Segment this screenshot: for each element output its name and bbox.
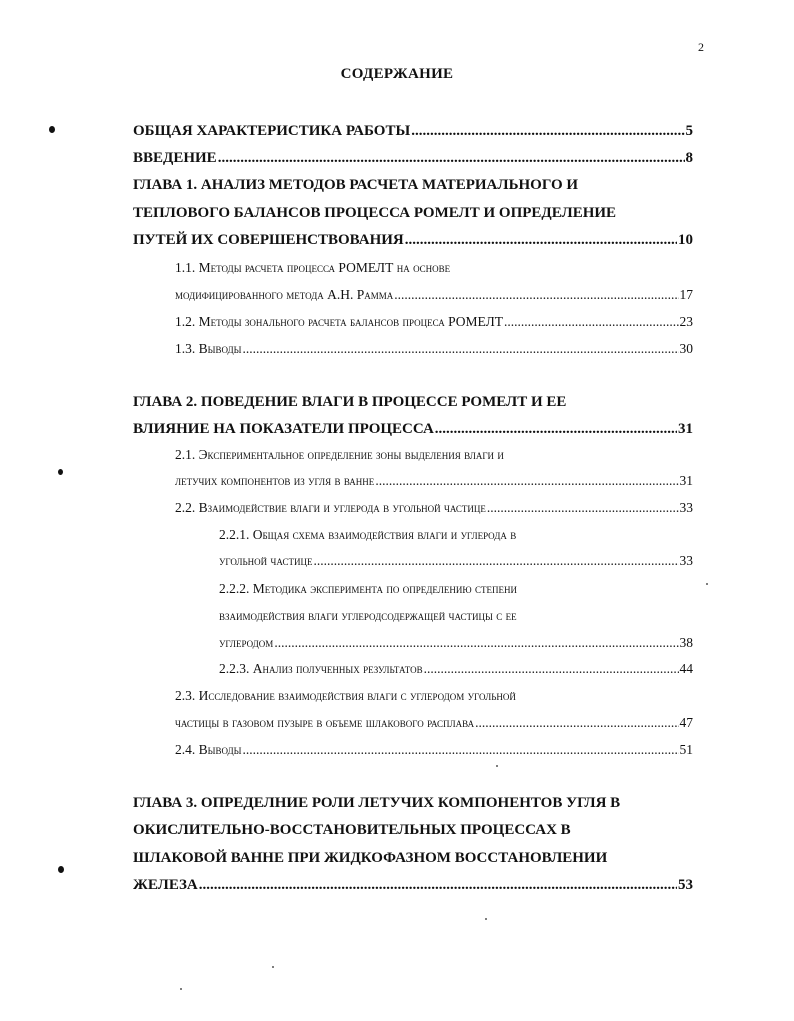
- toc-entry-text: 2.1. Экспериментальное определение зоны выделения влаги и: [175, 447, 504, 462]
- toc-section-2-3-line1: [175, 688, 516, 704]
- toc-page-number: 47: [679, 715, 693, 730]
- toc-entry-text: модифицированного метода А.Н. Рамма: [175, 287, 394, 302]
- toc-entry-general: [133, 123, 693, 140]
- toc-page-number: 5: [685, 123, 693, 139]
- toc-entry-text: взаимодействия влаги углеродсодержащей частицы с ее: [219, 608, 517, 623]
- toc-page-number: 44: [679, 661, 693, 676]
- dot-leader: [243, 341, 679, 357]
- toc-entry-text: частицы в газовом пузыре в объеме шлакового расплава: [175, 715, 475, 730]
- toc-section-1-2: [175, 314, 693, 330]
- toc-entry-text: ПУТЕЙ ИХ СОВЕРШЕНСТВОВАНИЯ: [133, 232, 404, 248]
- toc-entry-text: 2.3. Исследование взаимодействия влаги с углеродом угольной: [175, 688, 516, 703]
- toc-page-number: 51: [679, 742, 693, 757]
- toc-page-number: 30: [679, 341, 693, 356]
- scan-speck: [706, 583, 708, 585]
- toc-page-number: 17: [679, 287, 693, 302]
- toc-entry-intro: [133, 150, 693, 167]
- toc-entry-text: ГЛАВА 2. ПОВЕДЕНИЕ ВЛАГИ В ПРОЦЕССЕ РОМЕЛТ И ЕЕ: [133, 394, 567, 410]
- dot-leader: [424, 661, 679, 677]
- dot-leader: [394, 287, 678, 303]
- toc-page-number: 31: [679, 473, 693, 488]
- toc-chapter3-line3: [133, 850, 607, 867]
- toc-section-2-2-1-line2: [219, 553, 693, 569]
- dot-leader: [243, 742, 679, 758]
- toc-entry-text: 2.4. Выводы: [175, 742, 242, 757]
- toc-entry-text: 1.1. Методы расчета процесса РОМЕЛТ на основе: [175, 260, 451, 275]
- dot-leader: [313, 553, 678, 569]
- toc-entry-text: ЖЕЛЕЗА: [133, 877, 198, 893]
- dot-leader: [274, 635, 678, 651]
- dot-leader: [199, 877, 677, 894]
- dot-leader: [487, 500, 679, 516]
- punch-hole-mark: [58, 866, 64, 873]
- toc-entry-text: ВВЕДЕНИЕ: [133, 150, 217, 166]
- scan-speck: [272, 966, 274, 968]
- toc-section-2-2-2-line2: [219, 608, 517, 624]
- toc-entry-text: 2.2.1. Общая схема взаимодействия влаги и углерода в: [219, 527, 517, 542]
- toc-section-2-2-1-line1: [219, 527, 516, 543]
- toc-section-2-1-line2: [175, 473, 693, 489]
- toc-section-2-3-line2: [175, 715, 693, 731]
- toc-section-2-2-3: [219, 661, 693, 677]
- toc-entry-text: ТЕПЛОВОГО БАЛАНСОВ ПРОЦЕССА РОМЕЛТ И ОПРЕДЕЛЕНИЕ: [133, 205, 617, 221]
- toc-section-2-2: [175, 500, 693, 516]
- toc-entry-text: углеродом: [219, 635, 274, 650]
- toc-chapter1-line3: [133, 232, 693, 249]
- dot-leader: [375, 473, 678, 489]
- toc-entry-text: 1.2. Методы зонального расчета балансов процеса РОМЕЛТ: [175, 314, 503, 329]
- toc-chapter2-line1: [133, 394, 566, 411]
- dot-leader: [218, 150, 685, 167]
- toc-chapter2-line2: [133, 421, 693, 438]
- dot-leader: [405, 232, 677, 249]
- toc-entry-text: ОБЩАЯ ХАРАКТЕРИСТИКА РАБОТЫ: [133, 123, 411, 139]
- punch-hole-mark: [58, 469, 63, 475]
- toc-page-number: 23: [679, 314, 693, 329]
- dot-leader: [411, 123, 684, 140]
- toc-entry-text: ВЛИЯНИЕ НА ПОКАЗАТЕЛИ ПРОЦЕССА: [133, 421, 434, 437]
- toc-entry-text: ГЛАВА 1. АНАЛИЗ МЕТОДОВ РАСЧЕТА МАТЕРИАЛЬНОГО И: [133, 177, 579, 193]
- dot-leader: [475, 715, 678, 731]
- toc-section-1-3: [175, 341, 693, 357]
- toc-page-number: 33: [679, 553, 693, 568]
- toc-chapter3-line4: [133, 877, 693, 894]
- dot-leader: [504, 314, 679, 330]
- toc-section-1-1-line1: [175, 260, 450, 276]
- toc-section-2-2-2-line1: [219, 581, 517, 597]
- page-number: 2: [698, 40, 704, 54]
- toc-page-number: 10: [678, 232, 693, 248]
- toc-chapter1-line2: [133, 205, 616, 222]
- toc-entry-text: ОКИСЛИТЕЛЬНО-ВОССТАНОВИТЕЛЬНЫХ ПРОЦЕССАХ В: [133, 822, 571, 838]
- doc-title: СОДЕРЖАНИЕ: [340, 66, 454, 82]
- toc-entry-text: угольной частице: [219, 553, 313, 568]
- punch-hole-mark: [49, 126, 55, 133]
- toc-page-number: 53: [678, 877, 693, 893]
- toc-page-number: 33: [679, 500, 693, 515]
- dot-leader: [435, 421, 677, 438]
- toc-entry-text: 2.2.3. Анализ полученных результатов: [219, 661, 423, 676]
- scan-speck: [496, 765, 498, 767]
- toc-entry-text: ШЛАКОВОЙ ВАННЕ ПРИ ЖИДКОФАЗНОМ ВОССТАНОВЛЕНИИ: [133, 850, 608, 866]
- toc-page-number: 8: [685, 150, 693, 166]
- toc-entry-text: летучих компонентов из угля в ванне: [175, 473, 375, 488]
- toc-chapter3-line2: [133, 822, 571, 839]
- toc-section-2-4: [175, 742, 693, 758]
- toc-chapter1-line1: [133, 177, 578, 194]
- toc-section-2-1-line1: [175, 447, 504, 463]
- toc-entry-text: ГЛАВА 3. ОПРЕДЕЛНИЕ РОЛИ ЛЕТУЧИХ КОМПОНЕНТОВ УГЛЯ В: [133, 795, 621, 811]
- toc-entry-text: 2.2.2. Методика эксперимента по определению степени: [219, 581, 517, 596]
- toc-entry-text: 2.2. Взаимодействие влаги и углерода в угольной частице: [175, 500, 486, 515]
- toc-section-1-1-line2: [175, 287, 693, 303]
- toc-section-2-2-2-line3: [219, 635, 693, 651]
- scan-speck: [485, 918, 487, 920]
- toc-page-number: 31: [678, 421, 693, 437]
- toc-page-number: 38: [679, 635, 693, 650]
- toc-entry-text: 1.3. Выводы: [175, 341, 242, 356]
- scan-speck: [180, 988, 182, 990]
- toc-chapter3-line1: [133, 795, 620, 812]
